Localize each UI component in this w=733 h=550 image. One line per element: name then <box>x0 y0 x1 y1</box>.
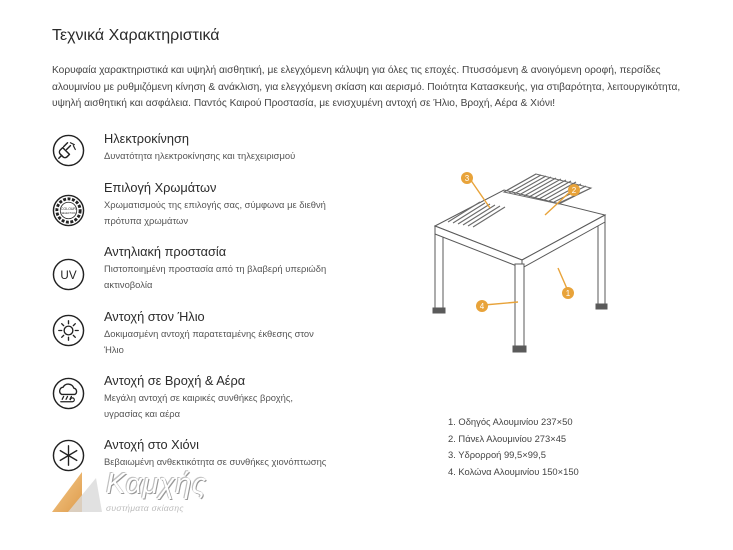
legend-item: 1. Οδηγός Αλουμινίου 237×50 <box>448 416 573 427</box>
feature-title: Αντοχή σε Βροχή & Αέρα <box>104 373 246 388</box>
feature-electric <box>52 131 352 181</box>
sun-icon <box>52 314 85 347</box>
legend-item: 2. Πάνελ Αλουμινίου 273×45 <box>448 432 567 444</box>
pergola-back-right-post <box>598 220 605 308</box>
feature-title: Επιλογή Χρωμάτων <box>104 180 217 195</box>
callout-3 <box>461 172 473 184</box>
feature-title: Αντοχή στον Ήλιο <box>104 309 205 324</box>
rain-wind-icon <box>52 377 85 410</box>
feature-description: Πιστοποιημένη προστασία από τη βλαβερή υπεριώδη ακτινοβολία <box>104 263 327 290</box>
company-logo <box>48 468 228 516</box>
feature-title: Αντηλιακή προστασία <box>104 244 227 259</box>
pergola-post-base <box>513 346 526 352</box>
callout-2 <box>568 184 580 196</box>
feature-colour <box>52 180 352 230</box>
selection-icon-text: SELECTION <box>61 211 76 215</box>
feature-sun <box>52 309 352 359</box>
pergola-post-base <box>433 308 445 313</box>
feature-description: Μεγάλη αντοχή σε καιρικές συνθήκες βροχής, υγρασίας και αέρα <box>104 392 293 419</box>
pergola-diagram <box>420 160 620 360</box>
legend-item: 3. Υδρορροή 99,5×99,5 <box>448 449 546 460</box>
colour-icon-text: COLOUR <box>61 207 76 212</box>
feature-uv <box>52 244 352 294</box>
pergola-left-post <box>435 232 443 312</box>
pergola-front-post <box>515 264 524 352</box>
callout-label: 3 <box>464 174 470 183</box>
feature-description: Δοκιμασμένη αντοχή παρατεταμένης έκθεσης στον Ήλιο <box>104 328 314 355</box>
feature-title: Ηλεκτροκίνηση <box>104 131 189 146</box>
plug-icon <box>52 134 85 167</box>
uv-icon <box>52 258 85 291</box>
legend-item: 4. Κολώνα Αλουμινίου 150×150 <box>448 465 579 477</box>
feature-description: Δυνατότητα ηλεκτροκίνησης και τηλεχειρισμού <box>104 150 296 161</box>
brand-name: Καμχής <box>106 468 207 500</box>
callout-label: 4 <box>479 302 485 311</box>
feature-description: Βεβαιωμένη ανθεκτικότητα σε συνθήκες χιονόπτωσης <box>104 456 327 467</box>
callout-label: 2 <box>571 186 577 195</box>
page-title: Τεχνικά Χαρακτηριστικά <box>52 27 220 44</box>
brand-tagline: συστήματα σκίασης <box>106 503 184 513</box>
callout-label: 1 <box>565 289 571 298</box>
feature-rain-wind <box>52 373 352 423</box>
feature-description: Χρωματισμούς της επιλογής σας, σύμφωνα με διεθνή πρότυπα χρωμάτων <box>104 199 326 226</box>
feature-title: Αντοχή στο Χιόνι <box>104 437 199 452</box>
colour-selection-icon <box>52 194 85 227</box>
intro-paragraph: Κορυφαία χαρακτηριστικά και υψηλή αισθητική, με ελεγχόμενη κάλυψη για όλες τις εποχές. Πτυσσόμενη & ανοιγόμενη οροφή, περσίδες αλουμινίου με ρυθμιζόμενη κίνηση & ανάκλιση, για ελεγχόμενη σκίαση και αερισμό. Ποιότητα Κατασκευής, για στιβαρότητα, λειτουργικότητα, υψηλή αισθητική και ασφάλεια. Παντός Καιρού Προστασία, με ενισχυμένη αντοχή σε Ήλιο, Βροχή, Αέρα & Χιόνι! <box>52 65 681 109</box>
component-legend <box>448 414 579 480</box>
callout-4 <box>476 300 488 312</box>
logo-mark <box>48 468 106 516</box>
pergola-post-base <box>596 304 607 309</box>
callout-1 <box>562 287 574 299</box>
pergola-roof-frame <box>435 190 605 260</box>
uv-icon-text: UV <box>60 268 77 282</box>
